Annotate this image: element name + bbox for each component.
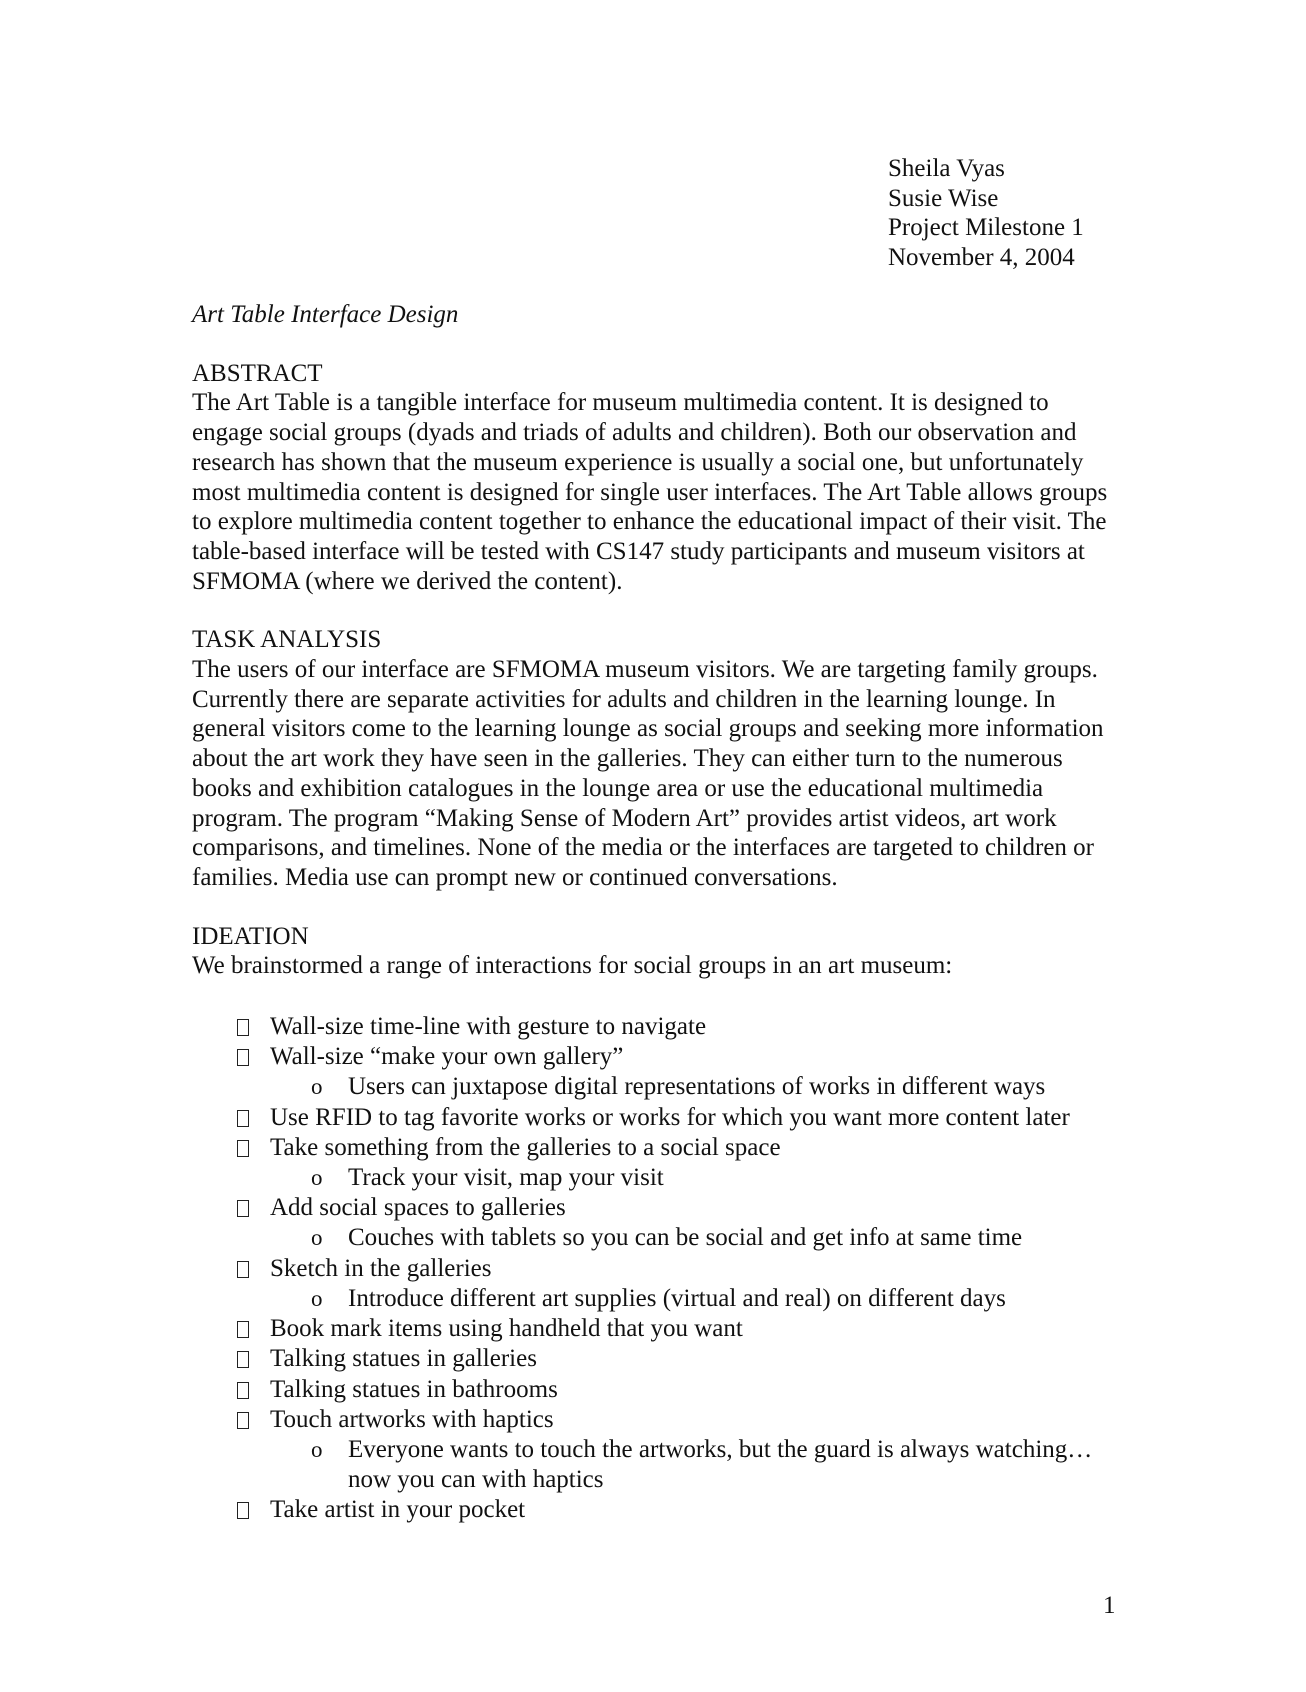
sub-list-item [192, 1435, 1122, 1495]
list-item [192, 1314, 1122, 1344]
sub-list-item [192, 1072, 1122, 1102]
list-item-text: Talking statues in bathrooms [270, 1375, 558, 1403]
ideas-list [192, 1012, 1122, 1525]
section-paragraph: The users of our interface are SFMOMA museum visitors. We are targeting family groups. Currently there are separate activities for adults and children in the learning lounge. In general visitors come to the learning lounge as social groups and seeking more information about the art work they have seen in the galleries. They can either turn to the numerous books and exhibition catalogues in the lounge area or use the educational multimedia program. The program “Making Sense of Modern Art” provides artist videos, art work comparisons, and timelines. None of the media or the interfaces are targeted to children or families. Media use can prompt new or continued conversations. [192, 656, 1104, 891]
checkbox-bullet-icon [237, 1351, 249, 1368]
author-header [888, 154, 1084, 272]
list-item-text: Book mark items using handheld that you want [270, 1315, 743, 1343]
document-title: Art Table Interface Design [192, 301, 459, 328]
list-item-text: Take something from the galleries to a social space [270, 1133, 781, 1161]
circle-bullet-icon: o [311, 1074, 323, 1100]
project-label: Project Milestone 1 [888, 214, 1084, 241]
list-item-text: Sketch in the galleries [270, 1254, 492, 1282]
list-item [192, 1133, 1122, 1163]
sub-list-item [192, 1284, 1122, 1314]
list-item-text: Use RFID to tag favorite works or works for which you want more content later [270, 1103, 1070, 1131]
sub-list-item [192, 1223, 1122, 1253]
list-item-text: Add social spaces to galleries [270, 1194, 566, 1222]
section-ideation [192, 922, 1122, 1526]
list-item-text: Wall-size “make your own gallery” [270, 1043, 624, 1071]
page-number: 1 [1103, 1592, 1116, 1619]
circle-bullet-icon: o [311, 1285, 323, 1311]
section-task-analysis [192, 625, 1122, 892]
list-item-text: Talking statues in galleries [270, 1345, 537, 1373]
section-abstract [192, 359, 1122, 597]
list-item [192, 1193, 1122, 1223]
section-paragraph: The Art Table is a tangible interface for museum multimedia content. It is designed to engage social groups (dyads and triads of adults and children). Both our observation and research has shown that the museum experience is usually a social one, but unfortunately most multimedia content is designed for single user interfaces. The Art Table allows groups to explore multimedia content together to enhance the educational impact of their visit. The table-based interface will be tested with CS147 study participants and museum visitors at SFMOMA (where we derived the content). [192, 389, 1108, 595]
sub-list-item-text: Track your visit, map your visit [348, 1164, 664, 1192]
document-body [192, 300, 1122, 1526]
author-name-2: Susie Wise [888, 184, 999, 212]
checkbox-bullet-icon [237, 1140, 249, 1157]
section-paragraph: We brainstormed a range of interactions for social groups in an art museum: [192, 952, 953, 980]
list-item-text: Take artist in your pocket [270, 1496, 526, 1524]
sub-list-item-text: Everyone wants to touch the artworks, but the guard is always watching… now you can with haptics [348, 1435, 1093, 1494]
checkbox-bullet-icon [237, 1502, 249, 1519]
checkbox-bullet-icon [237, 1200, 249, 1217]
checkbox-bullet-icon [237, 1261, 249, 1278]
list-item-text: Wall-size time-line with gesture to navigate [270, 1013, 707, 1041]
circle-bullet-icon: o [311, 1225, 323, 1251]
section-heading: TASK ANALYSIS [192, 626, 382, 654]
sub-list-item [192, 1163, 1122, 1193]
section-heading: IDEATION [192, 922, 309, 950]
checkbox-bullet-icon [237, 1019, 249, 1036]
list-item [192, 1495, 1122, 1525]
checkbox-bullet-icon [237, 1110, 249, 1127]
list-item [192, 1344, 1122, 1374]
checkbox-bullet-icon [237, 1321, 249, 1338]
sub-list-item-text: Introduce different art supplies (virtual and real) on different days [348, 1284, 1006, 1312]
circle-bullet-icon: o [311, 1165, 323, 1191]
list-item [192, 1405, 1122, 1435]
checkbox-bullet-icon [237, 1049, 249, 1066]
sub-list-item-text: Users can juxtapose digital representations of works in different ways [348, 1073, 1046, 1101]
sub-list-item-text: Couches with tablets so you can be social and get info at same time [348, 1224, 1023, 1252]
author-name-1: Sheila Vyas [888, 155, 1005, 182]
list-item [192, 1375, 1122, 1405]
section-heading: ABSTRACT [192, 359, 323, 387]
list-item [192, 1103, 1122, 1133]
document-date: November 4, 2004 [888, 243, 1075, 271]
list-item [192, 1012, 1122, 1042]
list-item-text: Touch artworks with haptics [270, 1405, 554, 1433]
checkbox-bullet-icon [237, 1412, 249, 1429]
checkbox-bullet-icon [237, 1382, 249, 1399]
circle-bullet-icon: o [311, 1436, 323, 1462]
list-item [192, 1042, 1122, 1072]
list-item [192, 1254, 1122, 1284]
